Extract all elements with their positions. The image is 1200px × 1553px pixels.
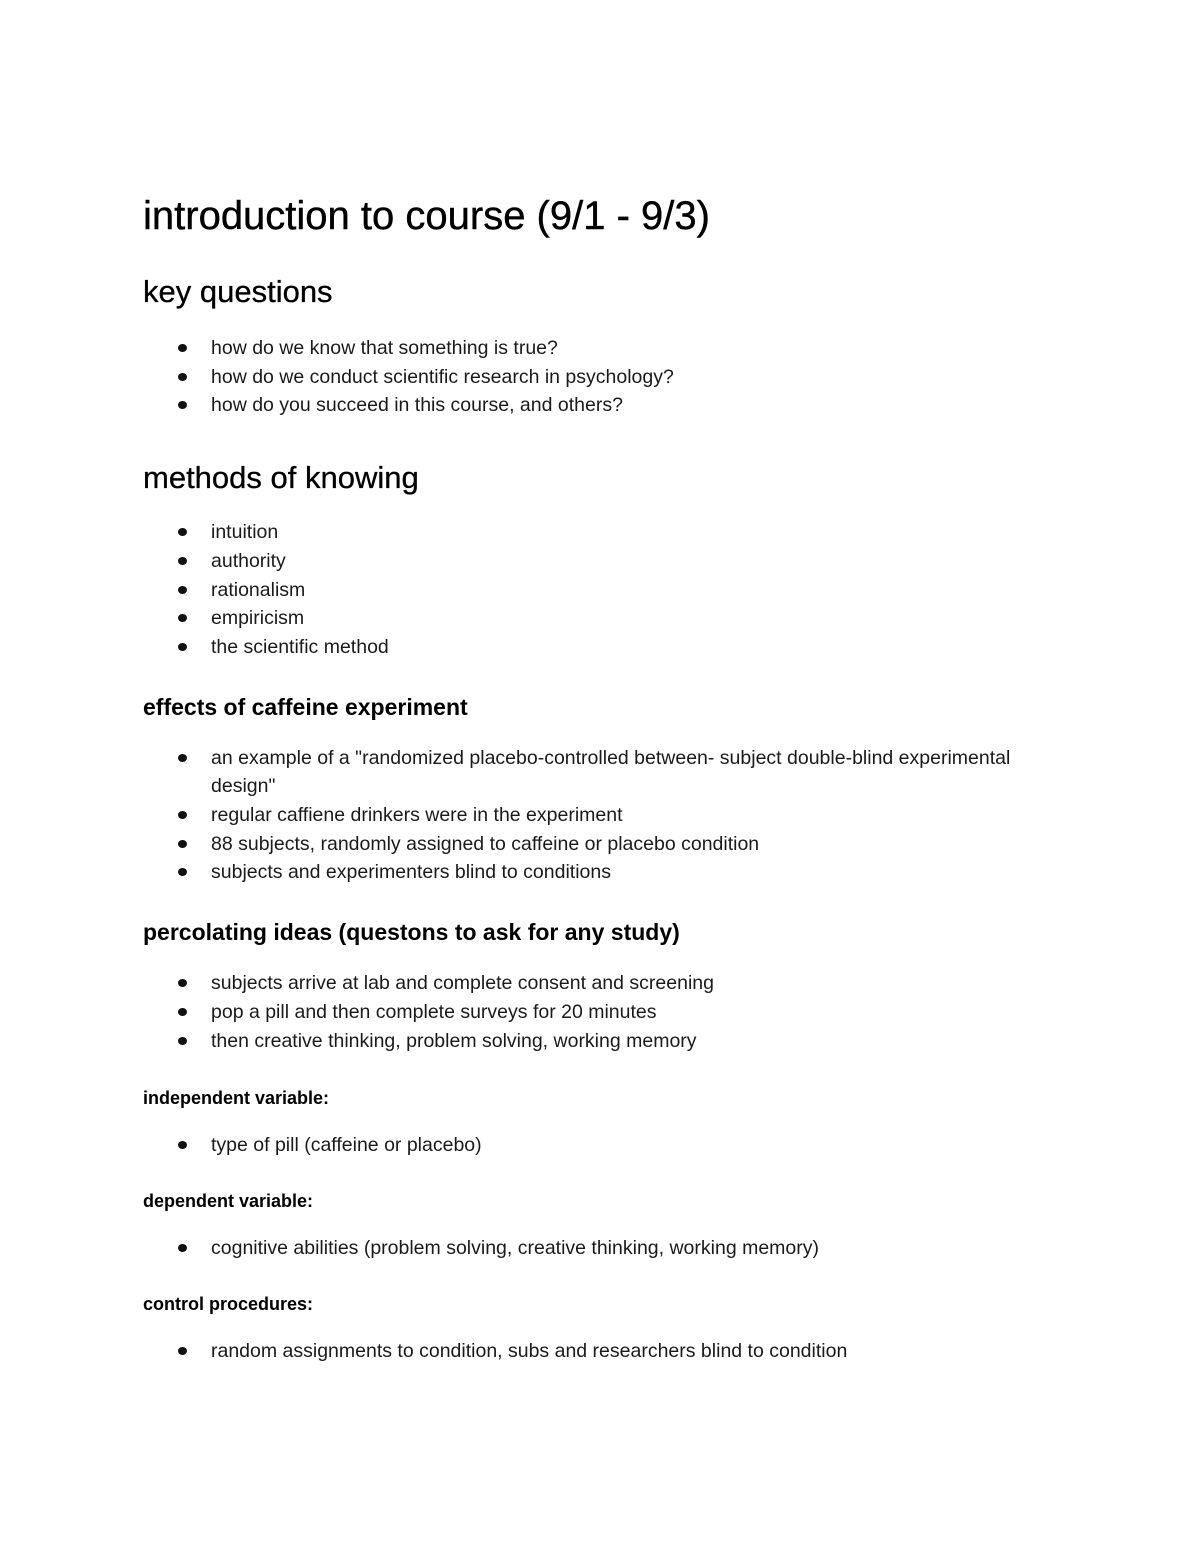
- section-heading-independent-variable: independent variable:: [143, 1088, 330, 1109]
- section-heading-methods-of-knowing: methods of knowing: [143, 460, 419, 496]
- list-item: 88 subjects, randomly assigned to caffeine or placebo condition: [143, 830, 1043, 859]
- bullet-icon: [178, 979, 187, 987]
- list-item: regular caffiene drinkers were in the experiment: [143, 801, 1043, 830]
- list-caffeine-experiment: [143, 744, 1043, 888]
- list-item: random assignments to condition, subs and researchers blind to condition: [143, 1337, 1043, 1366]
- list-item: pop a pill and then complete surveys for 20 minutes: [143, 998, 1043, 1027]
- list-control-procedures: [143, 1337, 1043, 1366]
- bullet-icon: [178, 868, 187, 876]
- section-heading-key-questions: key questions: [143, 274, 333, 309]
- bullet-icon: [178, 557, 187, 565]
- list-item: empiricism: [143, 604, 1043, 633]
- bullet-icon: [178, 586, 187, 594]
- bullet-icon: [178, 840, 187, 848]
- bullet-icon: [178, 401, 187, 409]
- list-item: then creative thinking, problem solving, working memory: [143, 1027, 1043, 1056]
- list-key-questions: [143, 334, 1043, 420]
- list-item: how do we conduct scientific research in psychology?: [143, 363, 1043, 392]
- section-heading-caffeine-experiment: effects of caffeine experiment: [143, 693, 468, 720]
- bullet-icon: [178, 1141, 187, 1149]
- list-item: cognitive abilities (problem solving, creative thinking, working memory): [143, 1234, 1043, 1263]
- list-item: an example of a "randomized placebo-controlled between- subject double-blind experimental design": [143, 744, 1043, 801]
- list-item: type of pill (caffeine or placebo): [143, 1131, 1043, 1160]
- document-page: [143, 190, 1043, 1393]
- list-percolating-ideas: [143, 969, 1043, 1055]
- bullet-icon: [178, 643, 187, 651]
- list-item: rationalism: [143, 576, 1043, 605]
- list-item: how do we know that something is true?: [143, 334, 1043, 363]
- bullet-icon: [178, 528, 187, 536]
- bullet-icon: [178, 811, 187, 819]
- section-heading-percolating-ideas: percolating ideas (questons to ask for any study): [143, 919, 680, 946]
- list-dependent-variable: [143, 1234, 1043, 1263]
- bullet-icon: [178, 754, 187, 762]
- list-item: the scientific method: [143, 633, 1043, 662]
- bullet-icon: [178, 373, 187, 381]
- section-heading-dependent-variable: dependent variable:: [143, 1190, 314, 1211]
- bullet-icon: [178, 1008, 187, 1016]
- list-methods-of-knowing: [143, 518, 1043, 662]
- bullet-icon: [178, 344, 187, 352]
- list-independent-variable: [143, 1131, 1043, 1160]
- list-item: intuition: [143, 518, 1043, 547]
- page-title: introduction to course (9/1 - 9/3): [143, 194, 710, 238]
- list-item: subjects and experimenters blind to conditions: [143, 858, 1043, 887]
- bullet-icon: [178, 1347, 187, 1355]
- list-item: how do you succeed in this course, and others?: [143, 391, 1043, 420]
- list-item: authority: [143, 547, 1043, 576]
- bullet-icon: [178, 1244, 187, 1252]
- list-item: subjects arrive at lab and complete consent and screening: [143, 969, 1043, 998]
- bullet-icon: [178, 614, 187, 622]
- bullet-icon: [178, 1037, 187, 1045]
- section-heading-control-procedures: control procedures:: [143, 1293, 314, 1314]
